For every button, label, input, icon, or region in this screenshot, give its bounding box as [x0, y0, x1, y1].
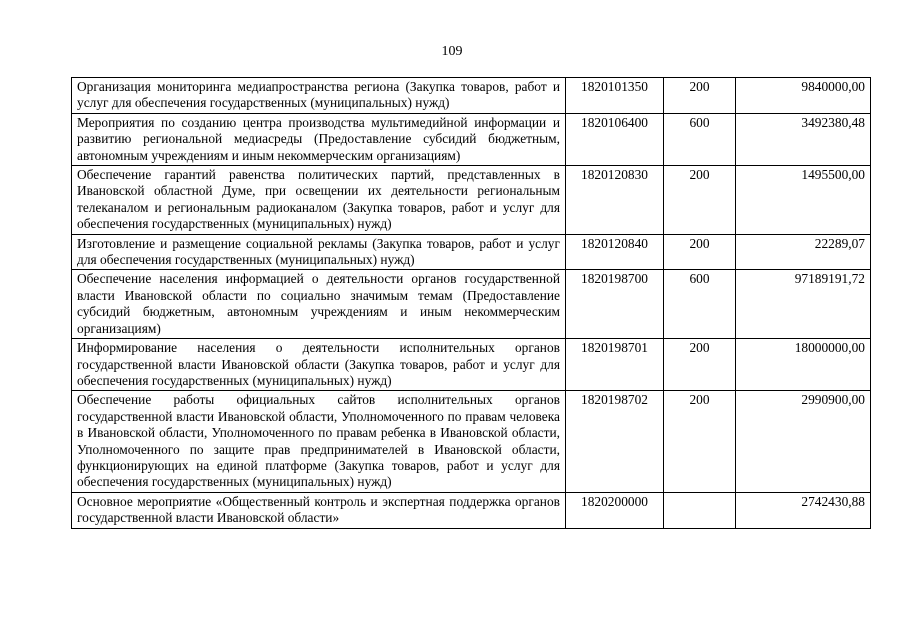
row-name: Мероприятия по созданию центра производства мультимедийной информации и развитию региональной медиасреды (Предоставление субсидий бюджетным, автономным учреждениям и иным некоммерческим организациям): [72, 113, 566, 165]
row-code: 1820101350: [566, 78, 664, 114]
row-name: Обеспечение населения информацией о деятельности органов государственной власти Ивановской области по социально значимым темам (Предоставление субсидий бюджетным, автономным учреждениям и иным некоммерческим организациям): [72, 270, 566, 339]
row-name: Основное мероприятие «Общественный контроль и экспертная поддержка органов государственной власти Ивановской области»: [72, 492, 566, 528]
row-code: 1820198701: [566, 339, 664, 391]
row-name: Изготовление и размещение социальной рекламы (Закупка товаров, работ и услуг для обеспечения государственных (муниципальных) нужд): [72, 234, 566, 270]
row-name: Организация мониторинга медиапространства региона (Закупка товаров, работ и услуг для обеспечения государственных (муниципальных) нужд): [72, 78, 566, 114]
row-code: 1820120840: [566, 234, 664, 270]
row-name: Обеспечение гарантий равенства политических партий, представленных в Ивановской областной Думе, при освещении их деятельности региональным телеканалом и региональным радиоканалом (Закупка товаров, работ и услуг для обеспечения государственных (муниципальных) нужд): [72, 166, 566, 235]
row-sum: 2990900,00: [736, 391, 871, 492]
row-expense-type: 600: [664, 113, 736, 165]
row-code: 1820120830: [566, 166, 664, 235]
row-sum: 22289,07: [736, 234, 871, 270]
table-row: [72, 234, 871, 270]
table-row: [72, 339, 871, 391]
table-row: [72, 270, 871, 339]
table-row: [72, 78, 871, 114]
row-name: Информирование населения о деятельности исполнительных органов государственной власти Ивановской области (Закупка товаров, работ и услуг для обеспечения государственных (муниципальных) нужд): [72, 339, 566, 391]
row-code: 1820106400: [566, 113, 664, 165]
table-row: [72, 166, 871, 235]
row-sum: 3492380,48: [736, 113, 871, 165]
budget-table: [71, 77, 871, 529]
row-sum: 2742430,88: [736, 492, 871, 528]
row-sum: 1495500,00: [736, 166, 871, 235]
row-expense-type: [664, 492, 736, 528]
row-code: 1820198702: [566, 391, 664, 492]
row-code: 1820198700: [566, 270, 664, 339]
row-expense-type: 200: [664, 339, 736, 391]
table-row: [72, 113, 871, 165]
row-expense-type: 200: [664, 391, 736, 492]
table-row: [72, 391, 871, 492]
table-row: [72, 492, 871, 528]
row-expense-type: 200: [664, 166, 736, 235]
row-sum: 9840000,00: [736, 78, 871, 114]
row-expense-type: 200: [664, 234, 736, 270]
row-sum: 18000000,00: [736, 339, 871, 391]
page-number: 109: [441, 44, 463, 59]
row-expense-type: 200: [664, 78, 736, 114]
row-sum: 97189191,72: [736, 270, 871, 339]
row-name: Обеспечение работы официальных сайтов исполнительных органов государственной власти Ивановской области, Уполномоченного по правам человека в Ивановской области, Уполномоченного по правам ребенка в Ивановской области, Уполномоченного по защите прав предпринимателей в Ивановской области, функционирующих на единой платформе (Закупка товаров, работ и услуг для обеспечения государственных (муниципальных) нужд): [72, 391, 566, 492]
row-code: 1820200000: [566, 492, 664, 528]
row-expense-type: 600: [664, 270, 736, 339]
